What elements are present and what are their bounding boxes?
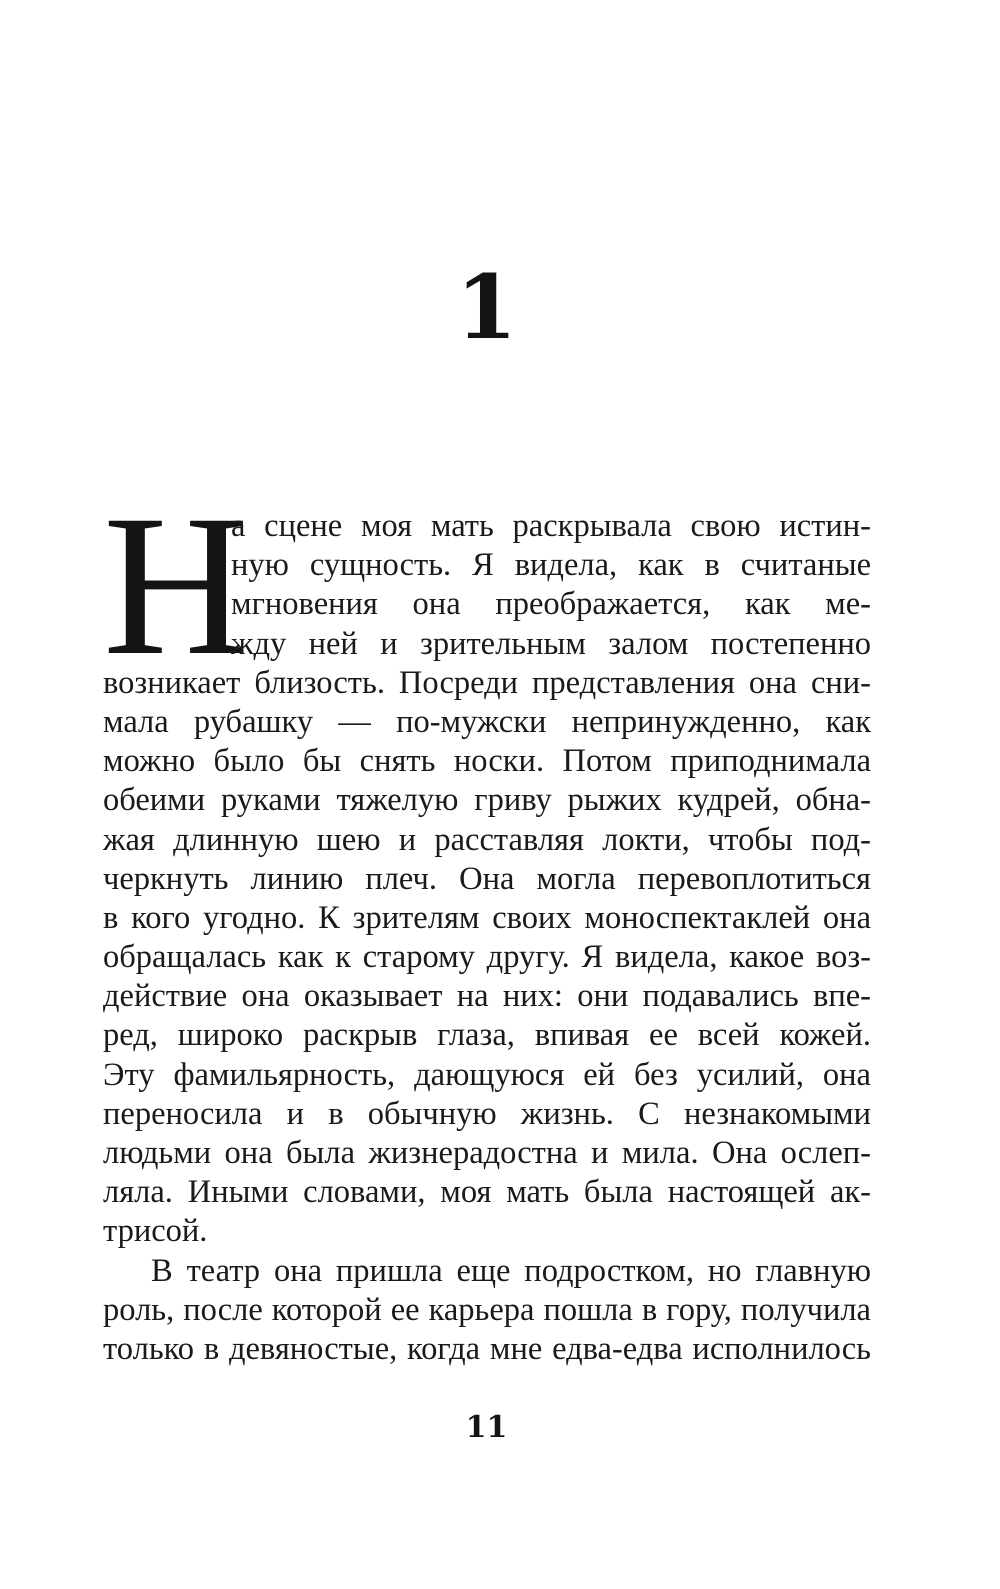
text-line: жду ней и зрительным залом постепенно	[231, 625, 871, 662]
text-line: обращалась как к старому другу. Я видела, какое воз-	[103, 939, 871, 976]
text-line: черкнуть линию плеч. Она могла перевоплотиться	[103, 860, 871, 897]
text-line: а сцене моя мать раскрывала свою истин-	[231, 508, 871, 544]
text-line: можно было бы снять носки. Потом приподнимала	[103, 743, 871, 780]
text-line: обеими руками тяжелую гриву рыжих кудрей, обна-	[103, 782, 871, 819]
text-line: в кого угодно. К зрителям своих моноспектаклей она	[103, 899, 871, 936]
text-line: Эту фамильярность, дающуюся ей без усилий, она	[103, 1056, 871, 1093]
text-line: трисой.	[103, 1213, 208, 1250]
text-line: роль, после которой ее карьера пошла в гору, получила	[103, 1291, 871, 1328]
drop-cap: Н	[103, 473, 249, 697]
text-line: переносила и в обычную жизнь. С незнакомыми	[103, 1095, 871, 1132]
text-line: только в девяностые, когда мне едва-едва исполнилось	[103, 1330, 871, 1367]
text-line: действие она оказывает на них: они подавались впе-	[103, 978, 871, 1015]
text-line: ную сущность. Я видела, как в считаные	[231, 547, 871, 584]
text-line: людьми она была жизнерадостна и мила. Она ослеп-	[103, 1135, 871, 1171]
text-line: мала рубашку — по-мужски непринужденно, как	[103, 703, 871, 740]
text-line: возникает близость. Посреди представления она сни-	[103, 664, 871, 701]
text-line: ляла. Иными словами, моя мать была настоящей ак-	[103, 1174, 871, 1211]
chapter-number: 1	[455, 255, 518, 359]
text-line: жая длинную шею и расставляя локти, чтобы под-	[103, 821, 871, 858]
text-line: ред, широко раскрыв глаза, впивая ее всей кожей.	[103, 1017, 871, 1054]
text-line: мгновения она преображается, как ме-	[231, 586, 871, 623]
body-text	[103, 473, 871, 1369]
page-number: 11	[465, 1410, 508, 1445]
text-line: В театр она пришла еще подростком, но главную	[151, 1252, 871, 1289]
